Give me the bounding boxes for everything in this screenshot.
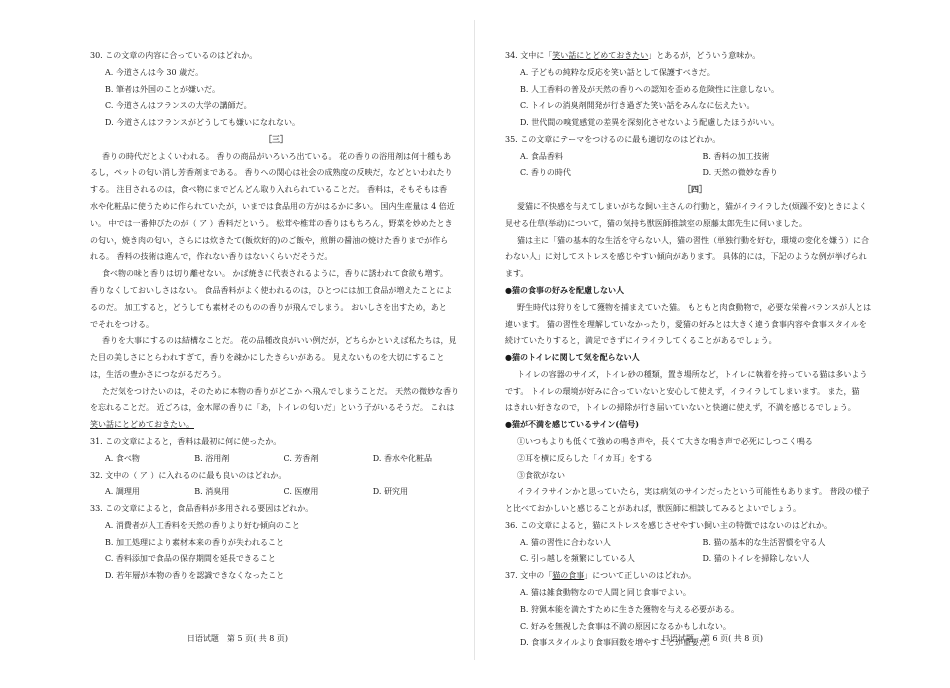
q34-option-c: C. トイレの消臭剤開発が行き過ぎた笑い話をみんなに伝えたい。 xyxy=(520,101,755,111)
sign-item: ②耳を横に反らした「イカ耳」をする xyxy=(517,453,653,463)
q37-option-a: A. 猫は雑食動物なので人間と同じ食事でよい。 xyxy=(520,588,691,597)
section-3-heading: ［三］ xyxy=(264,133,288,144)
q31-option-b: B. 浴用剤 xyxy=(194,453,230,463)
q32-option-a: A. 調理用 xyxy=(105,487,140,497)
q34-option-a: A. 子どもの純粋な反応を笑い話として保護すべきだ。 xyxy=(520,67,715,77)
q37-stem-underlined: 猫の食事 xyxy=(552,571,585,581)
passage-line: でそれをつける。 xyxy=(90,319,154,329)
q33-option-b: B. 加工処理により素材本来の香りが失われること xyxy=(105,537,284,547)
passage-line: 香りの時代だとよくいわれる。 香りの商品がいろいろ出ている。 花の香りの浴用剤は何十種もあ xyxy=(102,151,452,161)
passage-line: ただ気をつけたいのは，そのために本物の香りがどこか へ飛んでしまうことだ。 天然の微妙な香り xyxy=(102,386,460,396)
passage-line: 愛猫に不快感を与えてしまいがちな飼い主さんの行動と，猫がイライラした(烦躁不安)ときによく xyxy=(517,202,867,212)
q33-option-c: C. 香料添加で食品の保存期間を延長できること xyxy=(105,554,276,564)
q31-option-d: D. 香水や化粧品 xyxy=(372,453,432,463)
section-4-heading: ［四］ xyxy=(683,184,707,195)
q32-option-b: B. 消臭用 xyxy=(194,487,230,497)
passage-line: 野生時代は狩りをして獲物を捕まえていた猫。 もともと肉食動物で，必要な栄養バランスが人とは xyxy=(517,302,872,312)
q35-options-row-1 xyxy=(505,149,885,164)
passage-line: を忘れることだ。 近ごろは，金木犀の香りに「あ，トイレの匂いだ」という子がいるそうだ。 これは xyxy=(90,403,455,413)
left-page-content xyxy=(90,48,462,585)
passage-line: する。 注目されるのは，食べ物にまでどんどん取り入れられていることだ。 香料は，そもそもは香 xyxy=(90,185,448,195)
passage-line xyxy=(90,417,462,432)
q34-stem xyxy=(505,48,885,63)
q35-option-a: A. 食品香料 xyxy=(520,151,563,161)
q37-stem xyxy=(505,568,885,583)
q36-option-d: D. 猫のトイレを掃除しない人 xyxy=(702,554,810,564)
q31-options xyxy=(90,451,462,466)
q34-stem-underlined: 笑い話にとどめておきたい xyxy=(552,51,649,60)
q34-stem-pre: 34. 文中に「 xyxy=(505,51,553,60)
passage-line: るし，ペットの匂い消し芳香剤まである。 香りへの関心は社会の成熟度の反映だ，などといわれたり xyxy=(90,168,453,178)
q35-options-row-2 xyxy=(505,165,885,180)
q30-option-b: B. 筆者は外国のことが嫌いだ。 xyxy=(105,84,220,94)
q36-option-a: A. 猫の習性に合わない人 xyxy=(520,537,611,547)
passage-line: 見せる仕草(举动)について，猫の気持ち獣医師推談室の原藤太郎先生に伺いました。 xyxy=(505,218,807,228)
q34-option-b: B. 人工香料の普及が天然の香りへの認知を歪める危険性に注意しない。 xyxy=(520,84,779,94)
passage-line: イライラサインかと思っていたら，実は病気のサインだったという可能性もあります。 普段の様子 xyxy=(517,487,870,497)
q37-option-d: D. 食事スタイルより食事回数を増やすことが重要だ。 xyxy=(520,638,716,648)
bullet-heading: ●猫のトイレに関して気を配らない人 xyxy=(505,352,640,363)
passage-line: れる。 香料の技術は進んで，作れない香りはないくらいだそうだ。 xyxy=(90,252,333,262)
passage-line: るのだ。 加工すると，どうしても素材そのものの香りが飛んでしまう。 おいしさを出すため，あと xyxy=(90,302,447,312)
page-footer: 日语试题 第 6 页( 共 8 页) xyxy=(661,634,764,643)
q30-option-c: C. 今道さんはフランスの大学の講師だ。 xyxy=(105,101,252,111)
sign-item: ③食欲がない xyxy=(517,470,565,480)
q36-options-row-2 xyxy=(505,551,885,566)
passage-line: ます。 xyxy=(505,269,529,279)
q37-stem-post: 」について正しいのはどれか。 xyxy=(584,571,697,581)
q30-option-d: D. 今道さんはフランスがどうしても嫌いになれない。 xyxy=(105,118,300,128)
passage-line: 水や化粧品に使うために作られていたが，いまでは食品用の方がはるかに多い。 国内生産量は 4 倍近 xyxy=(90,202,455,212)
q35-stem: 35. この文章にテーマをつけるのに最も適切なのはどれか。 xyxy=(505,134,721,144)
q37-stem-pre: 37. 文中の「 xyxy=(505,571,553,581)
q32-stem: 32. 文中の（ ア ）に入れるのに最も良いのはどれか。 xyxy=(90,470,287,480)
passage-line: 食べ物の味と香りは切り離せない。 かば焼きに代表されるように，香りに誘われて食欲も増す。 xyxy=(102,269,448,279)
q32-option-c: C. 医療用 xyxy=(283,487,319,497)
bullet-heading: ●猫が不満を感じているサイン(信号) xyxy=(505,419,639,430)
passage-line: です。 トイレの環境が好みに合っていないと安心して使えず，イライラしてしまいます。 また，猫 xyxy=(505,386,860,396)
q33-option-d: D. 若年層が本物の香りを認識できなくなったこと xyxy=(105,571,285,581)
q35-option-b: B. 香料の加工技術 xyxy=(702,151,770,161)
passage-line: 違います。 猫の習性を理解していなかったり，愛猫の好みとは大きく違う食事内容や食事スタイルを xyxy=(505,319,867,329)
right-page-content xyxy=(505,48,885,652)
q36-option-b: B. 猫の基本的な生活習慣を守る人 xyxy=(702,537,826,547)
q32-options xyxy=(90,484,462,499)
q34-stem-post: 」とあるが，どういう意味か。 xyxy=(648,51,761,60)
passage-line: わない人」に対してストレスを感じやすい傾向があります。 具体的には，下記のような例が挙げられ xyxy=(505,252,867,262)
q35-option-c: C. 香りの時代 xyxy=(520,168,571,178)
page-footer: 日语试题 第 5 页( 共 8 页) xyxy=(186,634,289,643)
q36-stem: 36. この文章によると，猫にストレスを感じさせやすい飼い主の特徴ではないのはどれか。 xyxy=(505,520,833,530)
passage-line: は，生活の豊かさにつながるだろう。 xyxy=(90,369,226,379)
q34-option-d: D. 世代間の嗅覚感覚の差異を深刻化させないよう配慮したほうがいい。 xyxy=(520,118,780,128)
q37-option-b: B. 狩猟本能を満たすために生きた獲物を与える必要がある。 xyxy=(520,604,739,614)
passage-line: と比べておかしいと感じることがあれば，獣医師に相談してみるとよいでしょう。 xyxy=(505,504,801,514)
underlined-phrase: 笑い話にとどめておきたい。 xyxy=(90,420,194,430)
q31-option-c: C. 芳香剤 xyxy=(283,453,319,463)
passage-line: 香りを大事にするのは結構なことだ。 花の品種改良がいい例だが，どちらかといえば私たちは，見 xyxy=(102,336,457,346)
q31-stem: 31. この文章によると，香料は最初に何に使ったか。 xyxy=(90,436,282,446)
sign-item: ①いつもよりも低くて強めの鳴き声や，長くて大きな鳴き声で必死にしつこく鳴る xyxy=(517,436,813,446)
passage-line: 香りなくしておいしさはない。 食品香料がよく使われるのは，ひとつには加工食品が増えたことによ xyxy=(90,285,453,295)
right-page xyxy=(475,0,950,688)
passage-line: 続けていたりすると，満足できずにイライラしてくることがあるでしょう。 xyxy=(505,336,777,346)
q37-option-c: C. 好みを無視した食事は不満の原因になるかもしれない。 xyxy=(520,621,731,631)
q32-option-d: D. 研究用 xyxy=(372,487,408,497)
bullet-heading: ●猫の食事の好みを配慮しない人 xyxy=(505,284,624,295)
passage-line: トイレの容器のサイズ，トイレ砂の種類，置き場所など，トイレに執着を持っている猫は多いよう xyxy=(517,369,868,379)
passage-line: た目の美しさにとらわれすぎて，香りを疎かにしたきらいがある。 見えないものを大切にすること xyxy=(90,353,445,363)
passage-line: い。 中では一番伸びたのが（ ア ）香料だという。 松茸や椎茸の香りはもちろん，野菜を炒めたとき xyxy=(90,218,453,228)
passage-line: 猫は主に「猫の基本的な生活を守らない人，猫の習性（単独行動を好む，環境の変化を嫌う）に合 xyxy=(517,235,869,245)
q30-stem: 30. この文章の内容に合っているのはどれか。 xyxy=(90,51,258,60)
q36-options-row-1 xyxy=(505,535,885,550)
q31-option-a: A. 食べ物 xyxy=(105,453,140,463)
q36-option-c: C. 引っ越しを頻繁にしている人 xyxy=(520,554,635,564)
passage-line: の匂い，焼き肉の匂い，さらには炊きたて(飯炊好的)のご飯や，煎餅の醤油の焼けた香りまでが作ら xyxy=(90,235,449,245)
q30-option-a: A. 今道さんは今 30 歳だ。 xyxy=(105,67,204,77)
q33-option-a: A. 消費者が人工香料を天然の香りより好む傾向のこと xyxy=(105,520,300,530)
passage-line: はきれい好きなので，トイレの掃除が行き届いていないと快適に使えず，不満を感じるでしょう。 xyxy=(505,403,856,413)
q35-option-d: D. 天然の微妙な香り xyxy=(702,168,778,178)
q33-stem: 33. この文章によると，食品香料が多用される要因はどれか。 xyxy=(90,504,314,514)
